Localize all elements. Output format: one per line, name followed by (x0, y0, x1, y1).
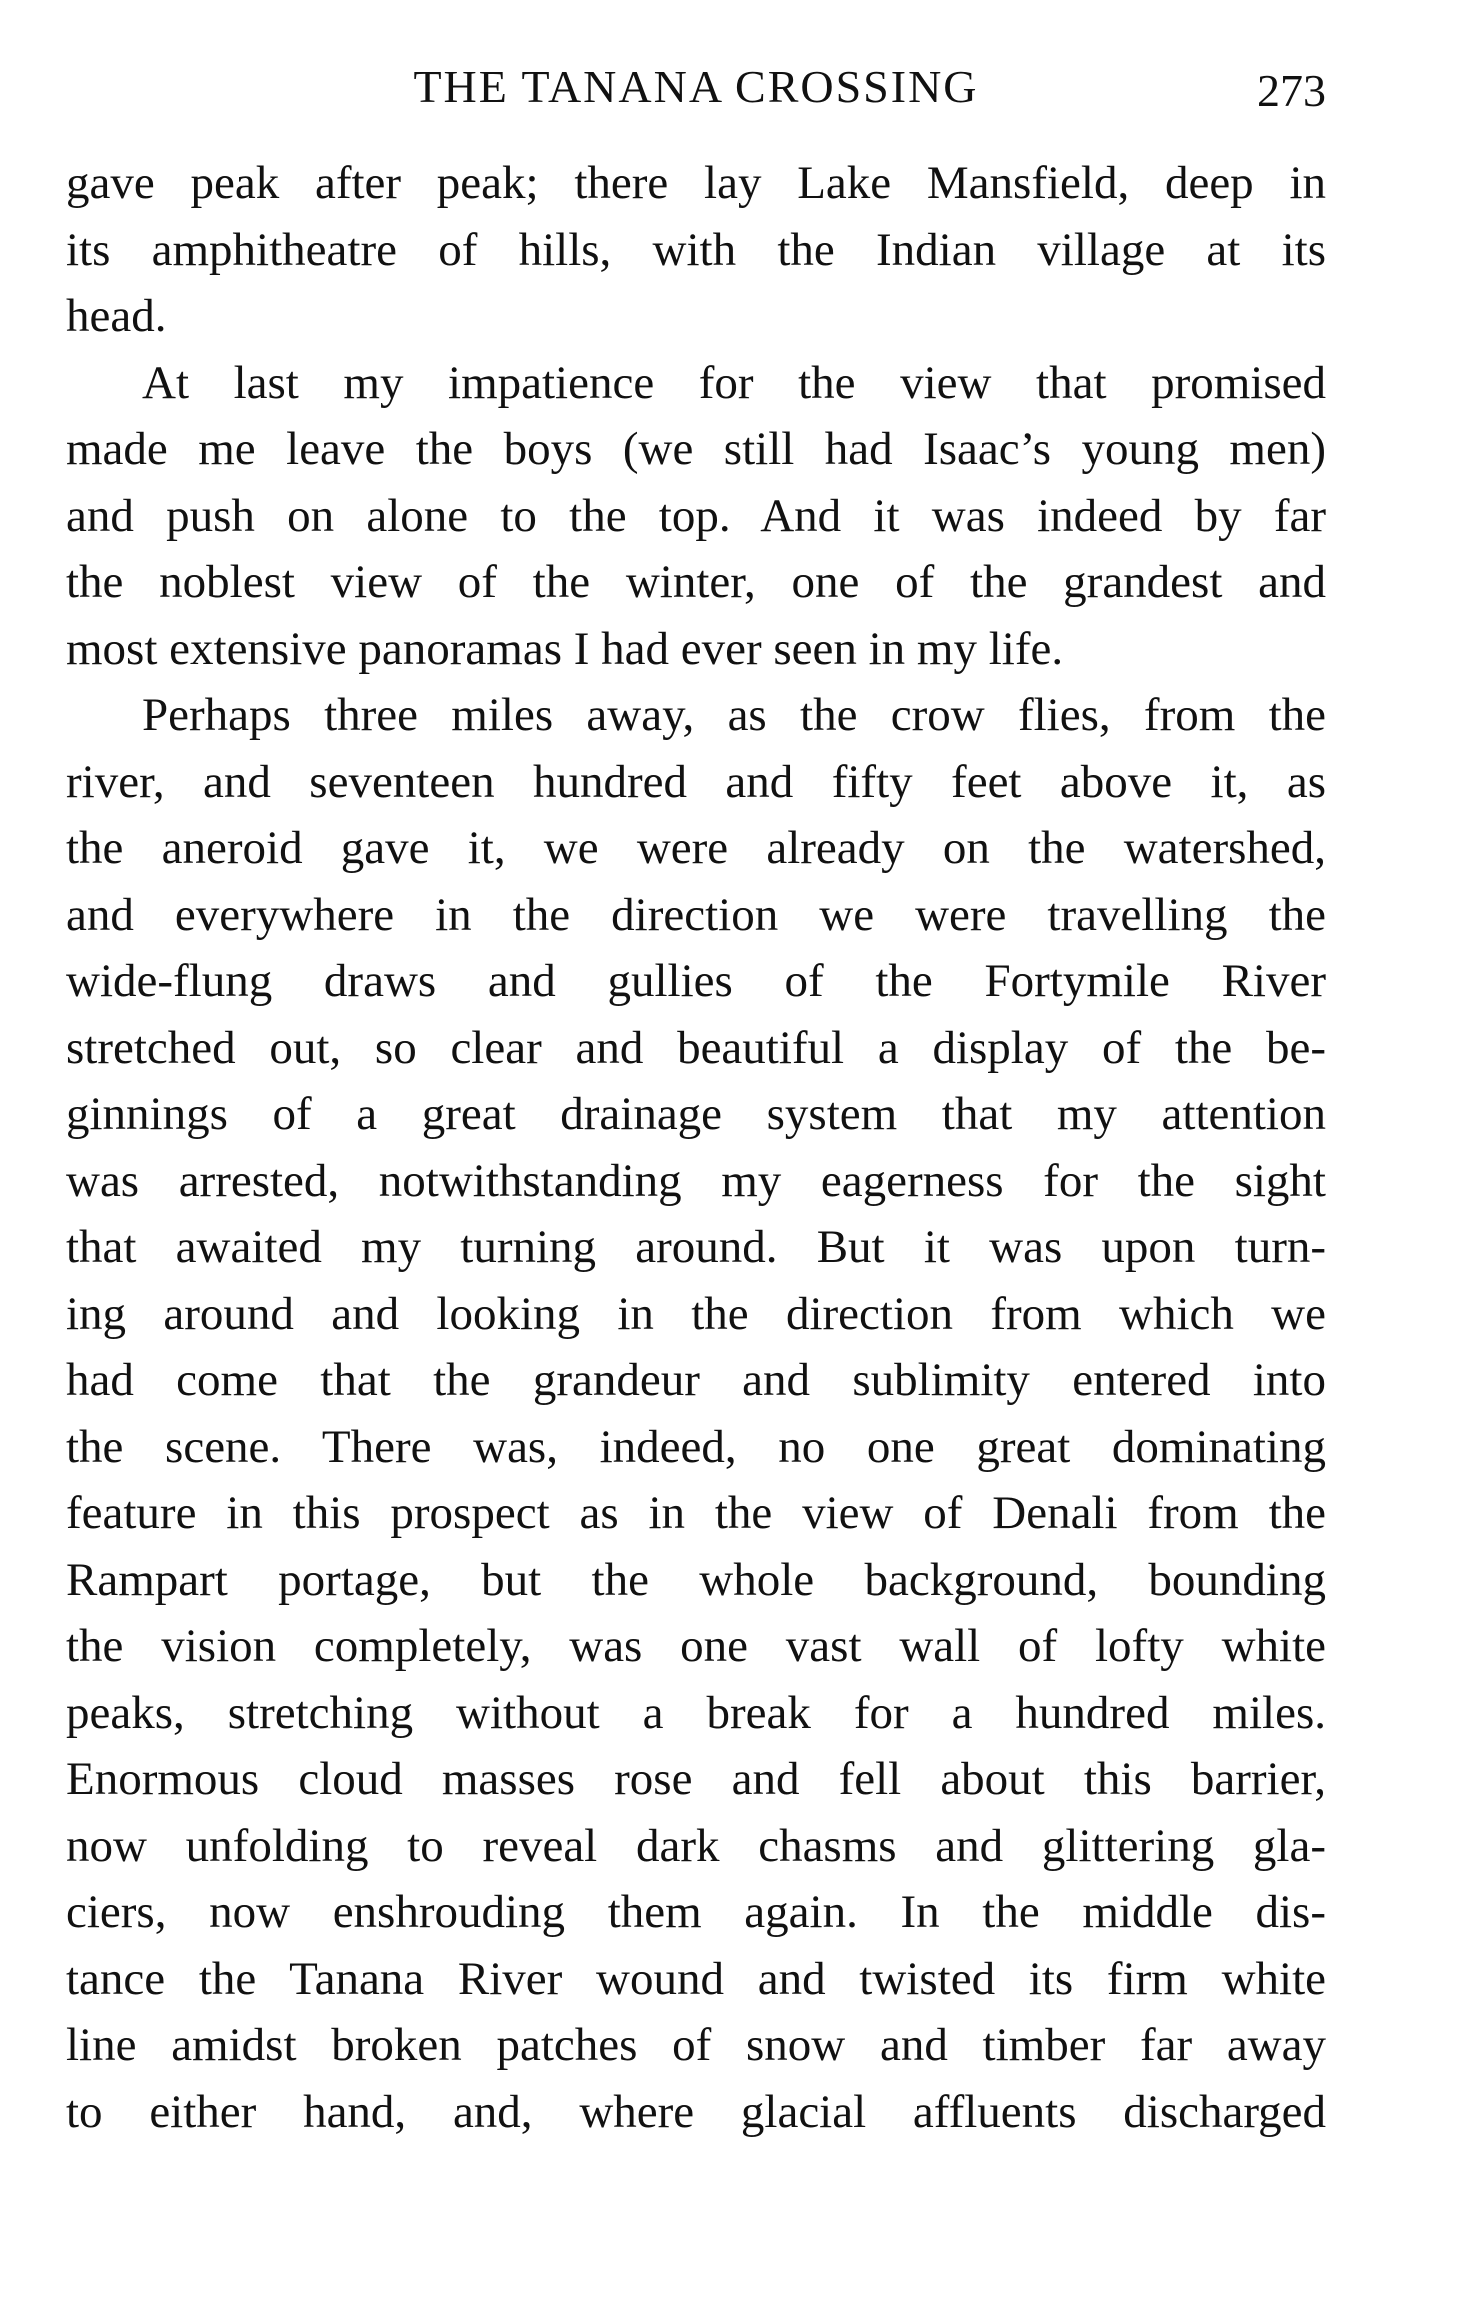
text-line: peaks, stretching without a break for a hundred miles. (66, 1686, 1326, 1739)
text-line: line amidst broken patches of snow and timber far away (66, 2019, 1326, 2071)
text-line: that awaited my turning around. But it was upon turn- (66, 1221, 1326, 1273)
text-line: and push on alone to the top. And it was indeed by far (66, 489, 1326, 542)
text-line: stretched out, so clear and beautiful a display of the be- (66, 1021, 1326, 1074)
page-number: 273 (1257, 65, 1326, 116)
text-line: now unfolding to reveal dark chasms and glittering gla- (66, 1819, 1326, 1872)
text-line: feature in this prospect as in the view of Denali from the (66, 1487, 1326, 1539)
text-line: Rampart portage, but the whole background, bounding (66, 1553, 1326, 1606)
text-line: ciers, now enshrouding them again. In the middle dis- (66, 1886, 1326, 1938)
running-head: THE TANANA CROSSING (413, 61, 979, 112)
text-line: had come that the grandeur and sublimity entered into (66, 1354, 1326, 1406)
text-line: Perhaps three miles away, as the crow flies, from the (142, 689, 1326, 741)
text-line: wide-flung draws and gullies of the Fortymile River (66, 955, 1326, 1007)
text-line: the vision completely, was one vast wall of lofty white (66, 1620, 1326, 1672)
text-line: river, and seventeen hundred and fifty feet above it, as (66, 755, 1326, 808)
text-line: most extensive panoramas I had ever seen in my life. (66, 622, 1064, 675)
text-line: the scene. There was, indeed, no one great dominating (66, 1420, 1326, 1473)
text-line: was arrested, notwithstanding my eagerness for the sight (66, 1154, 1326, 1207)
text-line: tance the Tanana River wound and twisted its firm white (66, 1952, 1326, 2005)
page-header (66, 52, 1326, 122)
text-line: its amphitheatre of hills, with the Indian village at its (66, 223, 1326, 276)
text-line: to either hand, and, where glacial affluents discharged (66, 2085, 1326, 2138)
body-text (66, 150, 1326, 2145)
text-line: the aneroid gave it, we were already on the watershed, (66, 822, 1326, 874)
text-line: At last my impatience for the view that promised (142, 356, 1326, 409)
text-line: ing around and looking in the direction from which we (66, 1287, 1326, 1340)
text-line: made me leave the boys (we still had Isaac’s young men) (66, 423, 1326, 475)
text-line: and everywhere in the direction we were travelling the (66, 888, 1326, 941)
text-line: the noblest view of the winter, one of the grandest and (66, 556, 1326, 608)
text-line: Enormous cloud masses rose and fell about this barrier, (66, 1753, 1326, 1805)
text-line: ginnings of a great drainage system that my attention (66, 1088, 1326, 1140)
text-line: gave peak after peak; there lay Lake Mansfield, deep in (66, 157, 1326, 209)
text-line: head. (66, 290, 167, 342)
